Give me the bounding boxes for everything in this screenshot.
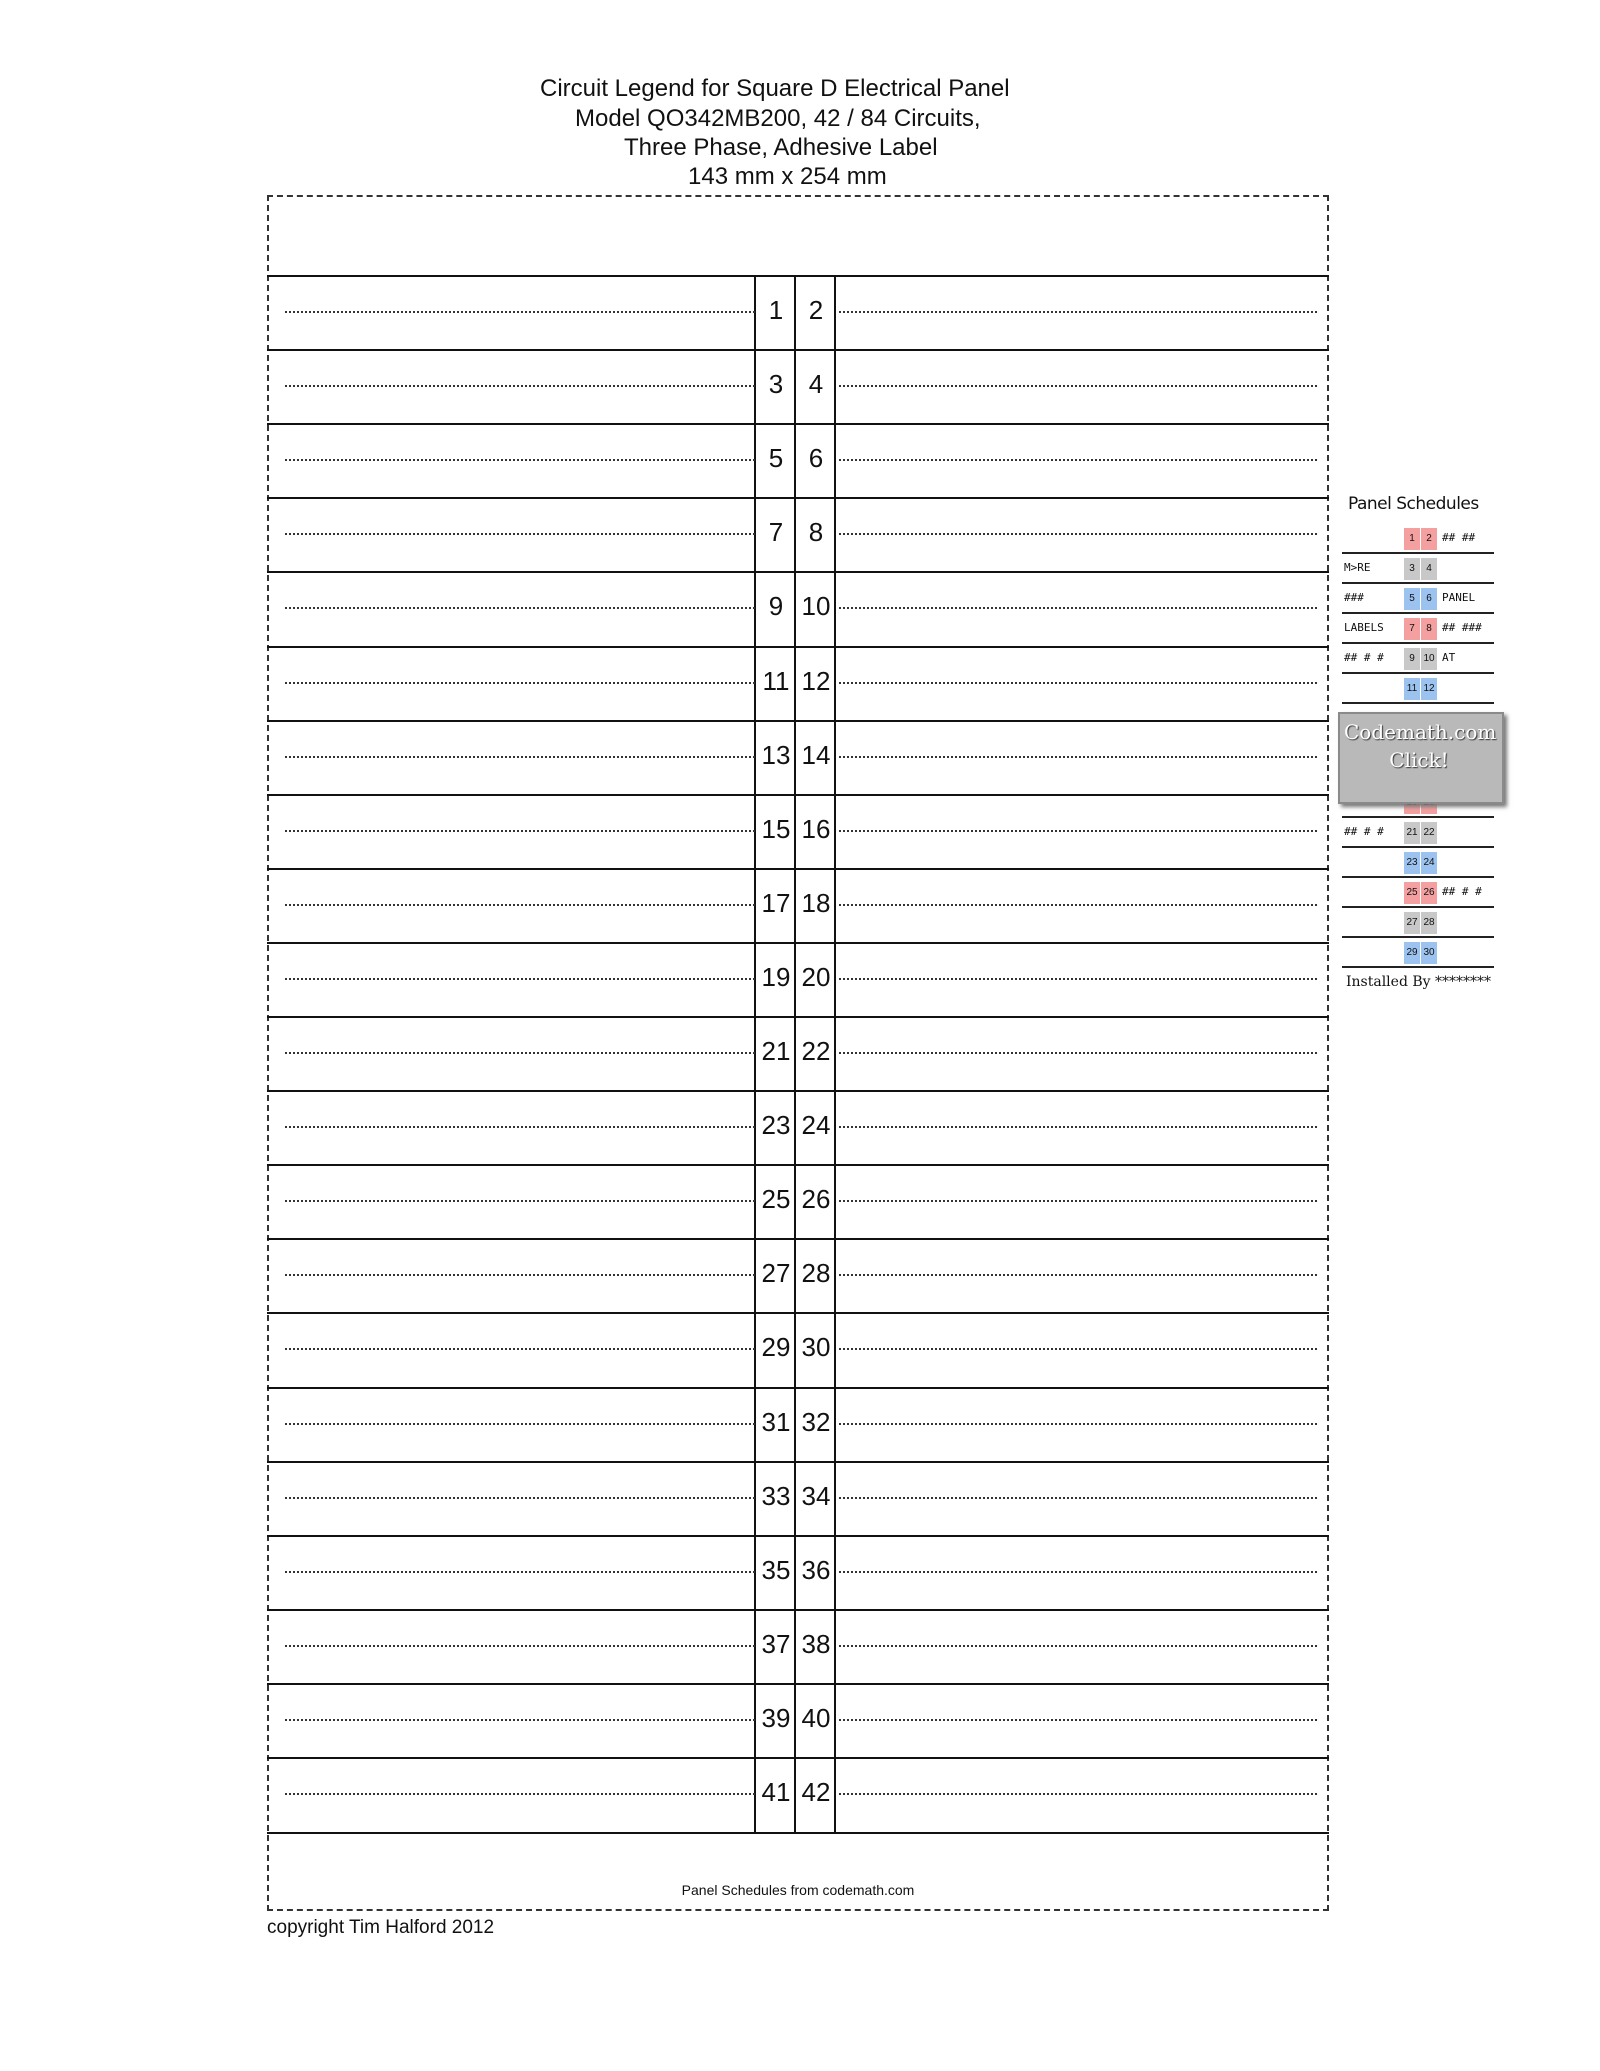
row-divider	[267, 497, 1329, 499]
write-line-right[interactable]	[839, 1200, 1317, 1202]
circuit-number-left: 33	[761, 1480, 791, 1511]
circuit-number-right: 34	[801, 1480, 831, 1511]
ad-row-right-text: PANEL	[1442, 591, 1476, 604]
ad-overlay-line2: Click!	[1389, 748, 1449, 772]
row-divider	[267, 1164, 1329, 1166]
row-divider	[267, 1609, 1329, 1611]
circuit-row	[267, 868, 1329, 942]
row-divider	[267, 349, 1329, 351]
circuit-number-right: 12	[801, 665, 831, 696]
ad-installed-by: Installed By ********	[1346, 974, 1492, 990]
write-line-left[interactable]	[285, 311, 755, 313]
ad-circuit-b: 10	[1421, 648, 1437, 670]
ad-circuit-a: 7	[1404, 618, 1420, 640]
title-line-3: Three Phase, Adhesive Label	[624, 134, 938, 161]
ad-circuit-a: 5	[1404, 588, 1420, 610]
circuit-number-right: 4	[808, 369, 824, 400]
ad-schedule-row	[1342, 644, 1494, 674]
copyright-text: copyright Tim Halford 2012	[267, 1917, 495, 1938]
row-divider	[267, 1312, 1329, 1314]
write-line-right[interactable]	[839, 1645, 1317, 1647]
ad-schedule-row	[1342, 938, 1494, 968]
write-line-right[interactable]	[839, 1126, 1317, 1128]
circuit-row	[267, 1312, 1329, 1386]
circuit-row	[267, 1535, 1329, 1609]
circuit-number-right: 14	[801, 739, 831, 770]
ad-circuit-b: 28	[1421, 912, 1437, 934]
ad-schedule-row	[1342, 674, 1494, 704]
write-line-left[interactable]	[285, 1497, 755, 1499]
circuit-number-right: 36	[801, 1554, 831, 1585]
write-line-right[interactable]	[839, 1719, 1317, 1721]
write-line-left[interactable]	[285, 904, 755, 906]
circuit-number-right: 16	[801, 813, 831, 844]
ad-circuit-a: 27	[1404, 912, 1420, 934]
write-line-left[interactable]	[285, 533, 755, 535]
ad-click-button[interactable]	[1338, 712, 1504, 804]
ad-circuit-b: 26	[1421, 882, 1437, 904]
circuit-number-left: 27	[761, 1258, 791, 1289]
circuit-number-left: 3	[768, 369, 784, 400]
circuit-row	[267, 1016, 1329, 1090]
write-line-right[interactable]	[839, 385, 1317, 387]
circuit-row	[267, 1683, 1329, 1757]
circuit-number-left: 39	[761, 1702, 791, 1733]
circuit-number-right: 32	[801, 1406, 831, 1437]
write-line-right[interactable]	[839, 1348, 1317, 1350]
ad-schedule-row	[1342, 878, 1494, 908]
circuit-number-left: 19	[761, 961, 791, 992]
ad-circuit-b: 24	[1421, 852, 1437, 874]
write-line-right[interactable]	[839, 756, 1317, 758]
circuit-number-left: 9	[768, 591, 784, 622]
write-line-left[interactable]	[285, 1793, 755, 1795]
circuit-number-left: 1	[768, 295, 784, 325]
circuit-row	[267, 571, 1329, 645]
circuit-number-right: 20	[801, 961, 831, 992]
write-line-left[interactable]	[285, 459, 755, 461]
circuit-number-right: 42	[801, 1777, 831, 1807]
footer-credit: Panel Schedules from codemath.com	[681, 1882, 915, 1898]
title-line-1: Circuit Legend for Square D Electrical Panel	[540, 75, 1010, 102]
ad-row-left-text: M>RE	[1344, 561, 1371, 574]
write-line-left[interactable]	[285, 1645, 755, 1647]
ad-schedule-row	[1342, 554, 1494, 584]
label-header-area	[267, 195, 1329, 275]
write-line-right[interactable]	[839, 311, 1317, 313]
circuit-number-right: 38	[801, 1628, 831, 1659]
ad-circuit-a: 1	[1404, 528, 1420, 550]
circuit-row	[267, 1238, 1329, 1312]
row-divider	[267, 423, 1329, 425]
ad-schedule-row	[1342, 524, 1494, 554]
write-line-left[interactable]	[285, 978, 755, 980]
title-line-4: 143 mm x 254 mm	[688, 163, 887, 190]
row-divider	[267, 942, 1329, 944]
circuit-number-right: 30	[801, 1332, 831, 1363]
write-line-right[interactable]	[839, 904, 1317, 906]
ad-circuit-b: 12	[1421, 678, 1437, 700]
circuit-number-right: 26	[801, 1184, 831, 1215]
ad-circuit-a: 23	[1404, 852, 1420, 874]
circuit-number-left: 7	[768, 517, 784, 548]
write-line-right[interactable]	[839, 978, 1317, 980]
circuit-row	[267, 646, 1329, 720]
row-divider	[267, 868, 1329, 870]
write-line-left[interactable]	[285, 1348, 755, 1350]
ad-circuit-b: 8	[1421, 618, 1437, 640]
ad-row-left-text: LABELS	[1344, 621, 1384, 634]
ad-overlay-line1: Codemath.com	[1344, 720, 1497, 744]
circuit-row	[267, 1090, 1329, 1164]
ad-circuit-a: 9	[1404, 648, 1420, 670]
ad-row-right-text: AT	[1442, 651, 1456, 664]
circuit-number-left: 17	[761, 887, 791, 918]
circuit-number-left: 31	[761, 1406, 791, 1437]
write-line-left[interactable]	[285, 1423, 755, 1425]
circuit-number-right: 2	[808, 295, 824, 325]
row-divider	[267, 571, 1329, 573]
circuit-number-left: 29	[761, 1332, 791, 1363]
row-divider	[267, 1461, 1329, 1463]
circuit-number-right: 22	[801, 1036, 831, 1066]
ad-schedule-row	[1342, 818, 1494, 848]
row-divider	[267, 1757, 1329, 1759]
circuit-number-left: 15	[761, 813, 791, 844]
panel-schedules-ad[interactable]	[1338, 490, 1498, 1000]
write-line-right[interactable]	[839, 1571, 1317, 1573]
circuit-row	[267, 1387, 1329, 1461]
ad-circuit-b: 22	[1421, 822, 1437, 844]
write-line-left[interactable]	[285, 1719, 755, 1721]
circuit-number-right: 18	[801, 887, 831, 918]
write-line-right[interactable]	[839, 1793, 1317, 1795]
write-line-left[interactable]	[285, 1571, 755, 1573]
ad-circuit-b: 2	[1421, 528, 1437, 550]
circuit-row	[267, 1609, 1329, 1683]
circuit-number-left: 35	[761, 1554, 791, 1585]
write-line-left[interactable]	[285, 756, 755, 758]
write-line-right[interactable]	[839, 830, 1317, 832]
circuit-row	[267, 720, 1329, 794]
circuit-row	[267, 275, 1329, 349]
ad-circuit-b: 4	[1421, 558, 1437, 580]
write-line-left[interactable]	[285, 385, 755, 387]
row-divider	[267, 1683, 1329, 1685]
write-line-left[interactable]	[285, 1274, 755, 1276]
row-divider	[267, 1387, 1329, 1389]
ad-circuit-b: 6	[1421, 588, 1437, 610]
circuit-row	[267, 1461, 1329, 1535]
write-line-right[interactable]	[839, 1274, 1317, 1276]
write-line-right[interactable]	[839, 533, 1317, 535]
write-line-right[interactable]	[839, 682, 1317, 684]
ad-row-right-text: ## # #	[1442, 885, 1482, 898]
circuit-number-right: 40	[801, 1702, 831, 1733]
circuit-number-left: 23	[761, 1110, 791, 1141]
ad-circuit-a: 25	[1404, 882, 1420, 904]
circuit-number-left: 41	[761, 1777, 791, 1807]
grid-bottom-line	[267, 1832, 1329, 1834]
circuit-number-right: 6	[808, 443, 824, 474]
circuit-number-left: 25	[761, 1184, 791, 1215]
ad-circuit-a: 11	[1404, 678, 1420, 700]
circuit-number-right: 24	[801, 1110, 831, 1141]
write-line-left[interactable]	[285, 1126, 755, 1128]
row-divider	[267, 1238, 1329, 1240]
row-divider	[267, 275, 1329, 277]
write-line-left[interactable]	[285, 607, 755, 609]
circuit-row	[267, 423, 1329, 497]
circuit-number-left: 37	[761, 1628, 791, 1659]
row-divider	[267, 1535, 1329, 1537]
write-line-left[interactable]	[285, 830, 755, 832]
circuit-row	[267, 349, 1329, 423]
ad-schedule-row	[1342, 908, 1494, 938]
write-line-left[interactable]	[285, 682, 755, 684]
row-divider	[267, 1090, 1329, 1092]
ad-title: Panel Schedules	[1348, 494, 1479, 514]
ad-circuit-b: 30	[1421, 942, 1437, 964]
circuit-number-right: 8	[808, 517, 824, 548]
ad-schedule-row	[1342, 848, 1494, 878]
write-line-left[interactable]	[285, 1052, 755, 1054]
circuit-number-left: 11	[762, 665, 790, 696]
circuit-row	[267, 794, 1329, 868]
row-divider	[267, 646, 1329, 648]
row-divider	[267, 794, 1329, 796]
write-line-right[interactable]	[839, 607, 1317, 609]
ad-circuit-a: 21	[1404, 822, 1420, 844]
ad-row-left-text: ## # #	[1344, 825, 1384, 838]
circuit-row	[267, 1164, 1329, 1238]
write-line-right[interactable]	[839, 1497, 1317, 1499]
ad-circuit-a: 29	[1404, 942, 1420, 964]
circuit-row	[267, 942, 1329, 1016]
write-line-right[interactable]	[839, 459, 1317, 461]
circuit-number-left: 13	[761, 739, 791, 770]
write-line-left[interactable]	[285, 1200, 755, 1202]
circuit-number-right: 28	[801, 1258, 831, 1289]
ad-row-right-text: ## ###	[1442, 621, 1482, 634]
circuit-row	[267, 1757, 1329, 1831]
ad-circuit-a: 3	[1404, 558, 1420, 580]
circuit-number-left: 21	[761, 1036, 791, 1066]
row-divider	[267, 1016, 1329, 1018]
title-line-2: Model QO342MB200, 42 / 84 Circuits,	[575, 105, 981, 132]
write-line-right[interactable]	[839, 1423, 1317, 1425]
circuit-number-left: 5	[768, 443, 784, 474]
circuit-row	[267, 497, 1329, 571]
ad-row-left-text: ###	[1344, 591, 1364, 604]
row-divider	[267, 720, 1329, 722]
circuit-number-right: 10	[801, 591, 831, 622]
ad-row-left-text: ## # #	[1344, 651, 1384, 664]
ad-row-right-text: ## ##	[1442, 531, 1476, 544]
write-line-right[interactable]	[839, 1052, 1317, 1054]
ad-schedule-row	[1342, 584, 1494, 614]
ad-schedule-row	[1342, 614, 1494, 644]
